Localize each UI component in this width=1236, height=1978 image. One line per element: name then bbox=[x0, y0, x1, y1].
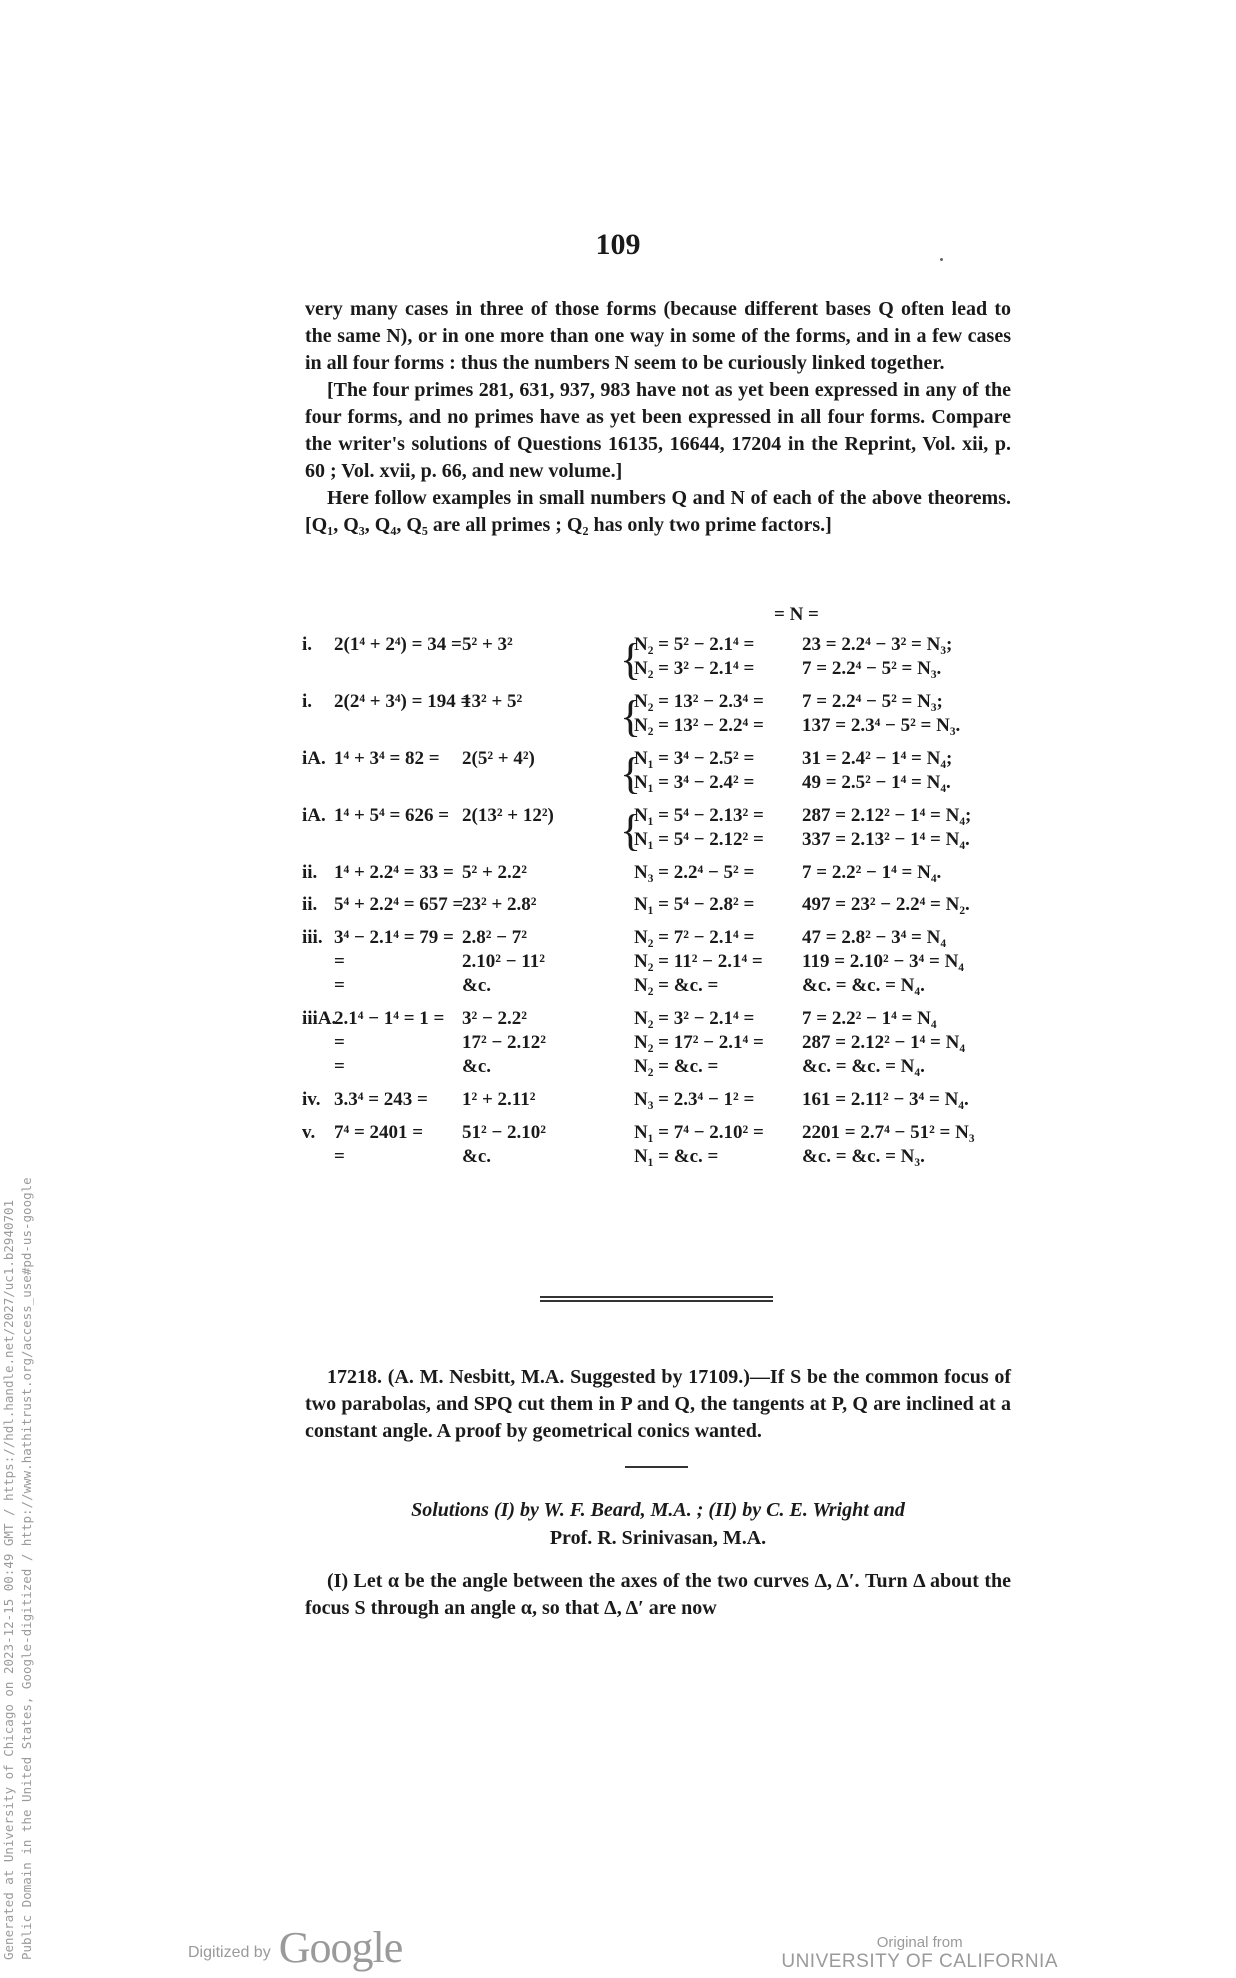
short-rule bbox=[625, 1466, 688, 1468]
row-middle: 23² + 2.8² bbox=[462, 894, 537, 915]
row-n-expr: N₁ = 3⁴ − 2.5² = bbox=[634, 748, 755, 769]
solution-paragraph bbox=[305, 1568, 1011, 1622]
row-n-expr: N₂ = 11² − 2.1⁴ = bbox=[634, 951, 763, 972]
row-right: 49 = 2.5² − 1⁴ = N₄. bbox=[802, 772, 951, 793]
row-middle: 13² + 5² bbox=[462, 691, 523, 712]
row-middle: 51² − 2.10² bbox=[462, 1122, 546, 1143]
row-left: 3⁴ − 2.1⁴ = 79 = bbox=[334, 927, 454, 948]
row-label: ii. bbox=[302, 862, 318, 883]
table-header-row bbox=[302, 604, 1022, 628]
table-row bbox=[302, 634, 1022, 658]
row-left: 3.3⁴ = 243 = bbox=[334, 1089, 428, 1110]
row-right: &c. = &c. = N₄. bbox=[802, 1056, 925, 1077]
row-label: iii. bbox=[302, 927, 323, 948]
table-row bbox=[302, 715, 1022, 739]
row-middle: 2(5² + 4²) bbox=[462, 748, 535, 769]
brace: { bbox=[620, 806, 642, 855]
table-row bbox=[302, 691, 1022, 715]
table-row bbox=[302, 894, 1022, 918]
google-logo: Google bbox=[278, 1923, 403, 1972]
row-right: 7 = 2.2⁴ − 5² = N₃; bbox=[802, 691, 943, 712]
row-left: 7⁴ = 2401 = bbox=[334, 1122, 424, 1143]
row-right: 31 = 2.4² − 1⁴ = N₄; bbox=[802, 748, 953, 769]
row-n-expr: N₂ = 13² − 2.2⁴ = bbox=[634, 715, 764, 736]
row-label: i. bbox=[302, 691, 313, 712]
row-left: 1⁴ + 3⁴ = 82 = bbox=[334, 748, 440, 769]
row-right: 7 = 2.2² − 1⁴ = N₄. bbox=[802, 862, 942, 883]
digitized-by-google bbox=[188, 1920, 402, 1970]
row-label: v. bbox=[302, 1122, 316, 1143]
speck bbox=[940, 258, 943, 261]
table-row bbox=[302, 1056, 1022, 1080]
para-3: Here follow examples in small numbers Q and N of each of the above theorems. [Q₁, Q₃, Q₄, Q₅ are all primes ; Q₂ has only two prime factors.] bbox=[305, 487, 1011, 536]
table-row bbox=[302, 927, 1022, 951]
row-label: iv. bbox=[302, 1089, 321, 1110]
row-left: 5⁴ + 2.2⁴ = 657 = bbox=[334, 894, 464, 915]
row-n-expr: N₁ = &c. = bbox=[634, 1146, 719, 1167]
digitized-by-label: Digitized by bbox=[188, 1944, 271, 1961]
table-header: = N = bbox=[774, 604, 819, 625]
row-left: = bbox=[334, 951, 345, 972]
row-label: iA. bbox=[302, 748, 326, 769]
row-middle: 2(13² + 12²) bbox=[462, 805, 554, 826]
paragraph-continuation bbox=[305, 296, 1011, 539]
row-middle: 17² − 2.12² bbox=[462, 1032, 546, 1053]
row-right: 7 = 2.2² − 1⁴ = N₄ bbox=[802, 1008, 937, 1029]
table-row bbox=[302, 1008, 1022, 1032]
page-number: 109 bbox=[595, 228, 641, 261]
question-17218 bbox=[305, 1364, 1011, 1445]
university-label: UNIVERSITY OF CALIFORNIA bbox=[781, 1951, 1058, 1972]
solutions-line-1: Solutions (I) by W. F. Beard, M.A. ; (II) by C. E. Wright and bbox=[411, 1499, 905, 1521]
row-n-expr: N₃ = 2.2⁴ − 5² = bbox=[634, 862, 755, 883]
row-left: = bbox=[334, 1146, 345, 1167]
row-right: 7 = 2.2⁴ − 5² = N₃. bbox=[802, 658, 942, 679]
table-row bbox=[302, 1032, 1022, 1056]
table-row bbox=[302, 862, 1022, 886]
row-left: 1⁴ + 5⁴ = 626 = bbox=[334, 805, 450, 826]
row-right: 23 = 2.2⁴ − 3² = N₃; bbox=[802, 634, 953, 655]
row-label: iA. bbox=[302, 805, 326, 826]
original-from-label: Original from bbox=[876, 1934, 963, 1951]
table-row bbox=[302, 1146, 1022, 1170]
table-row bbox=[302, 1089, 1022, 1113]
row-middle: 2.8² − 7² bbox=[462, 927, 527, 948]
row-middle: 2.10² − 11² bbox=[462, 951, 545, 972]
row-right: &c. = &c. = N₃. bbox=[802, 1146, 925, 1167]
watermark-line-2: Public Domain in the United States, Google-digitized / http://www.hathitrust.org/access_use#pd-us-google bbox=[19, 1177, 34, 1960]
table-row bbox=[302, 658, 1022, 682]
row-label: i. bbox=[302, 634, 313, 655]
row-label: ii. bbox=[302, 894, 318, 915]
table-row bbox=[302, 975, 1022, 999]
row-middle: &c. bbox=[462, 1146, 492, 1167]
row-n-expr: N₁ = 5⁴ − 2.13² = bbox=[634, 805, 764, 826]
table-row bbox=[302, 748, 1022, 772]
brace: { bbox=[620, 635, 642, 684]
row-left: 2.1⁴ − 1⁴ = 1 = bbox=[334, 1008, 445, 1029]
row-right: 161 = 2.11² − 3⁴ = N₄. bbox=[802, 1089, 969, 1110]
row-middle: &c. bbox=[462, 975, 492, 996]
row-n-expr: N₁ = 5⁴ − 2.12² = bbox=[634, 829, 764, 850]
section-divider bbox=[540, 1296, 773, 1302]
row-right: 497 = 23² − 2.2⁴ = N₂. bbox=[802, 894, 970, 915]
row-right: 337 = 2.13² − 1⁴ = N₄. bbox=[802, 829, 970, 850]
row-left: 1⁴ + 2.2⁴ = 33 = bbox=[334, 862, 454, 883]
brace: { bbox=[620, 692, 642, 741]
row-right: 287 = 2.12² − 1⁴ = N₄; bbox=[802, 805, 972, 826]
row-middle: 1² + 2.11² bbox=[462, 1089, 536, 1110]
table-row bbox=[302, 1122, 1022, 1146]
row-middle: 3² − 2.2² bbox=[462, 1008, 527, 1029]
row-right: 47 = 2.8² − 3⁴ = N₄ bbox=[802, 927, 947, 948]
table-row bbox=[302, 951, 1022, 975]
question-text: 17218. (A. M. Nesbitt, M.A. Suggested by 17109.)—If S be the common focus of two parabolas, and SPQ cut them in P and Q, the tangents at P, Q are inclined at a constant angle. A proof by geometrical conics wanted. bbox=[305, 1366, 1011, 1442]
solution-text: (I) Let α be the angle between the axes of the two curves Δ, Δ′. Turn Δ about the focus S through an angle α, so that Δ, Δ′ are now bbox=[305, 1570, 1011, 1619]
brace: { bbox=[620, 749, 642, 798]
para-2: [The four primes 281, 631, 937, 983 have not as yet been expressed in any of the four forms, and no primes have as yet been expressed in all four forms. Compare the writer's solutions of Questions 16135, 16644, 17204 in the Reprint, Vol. xii, p. 60 ; Vol. xvii, p. 66, and new volume.] bbox=[305, 379, 1011, 482]
watermark bbox=[0, 1177, 36, 1960]
solutions-line-2: Prof. R. Srinivasan, M.A. bbox=[549, 1527, 767, 1549]
row-left: = bbox=[334, 975, 345, 996]
row-right: 2201 = 2.7⁴ − 51² = N₃ bbox=[802, 1122, 975, 1143]
row-n-expr: N₂ = 3² − 2.1⁴ = bbox=[634, 658, 755, 679]
row-n-expr: N₂ = &c. = bbox=[634, 1056, 719, 1077]
row-label: iiiA. bbox=[302, 1008, 337, 1029]
row-n-expr: N₂ = 5² − 2.1⁴ = bbox=[634, 634, 755, 655]
original-from-block bbox=[781, 1934, 1058, 1973]
row-n-expr: N₂ = 13² − 2.3⁴ = bbox=[634, 691, 764, 712]
row-right: 137 = 2.3⁴ − 5² = N₃. bbox=[802, 715, 961, 736]
row-left: = bbox=[334, 1032, 345, 1053]
row-n-expr: N₂ = 17² − 2.1⁴ = bbox=[634, 1032, 764, 1053]
table-row bbox=[302, 829, 1022, 853]
solutions-heading bbox=[305, 1496, 1011, 1552]
row-n-expr: N₁ = 5⁴ − 2.8² = bbox=[634, 894, 755, 915]
row-middle: 5² + 2.2² bbox=[462, 862, 527, 883]
table-row bbox=[302, 805, 1022, 829]
para-1: very many cases in three of those forms (because different bases Q often lead to the same N), or in one more than one way in some of the forms, and in a few cases in all four forms : thus the numbers N seem to be curiously linked together. bbox=[305, 298, 1011, 374]
row-n-expr: N₂ = &c. = bbox=[634, 975, 719, 996]
row-n-expr: N₂ = 3² − 2.1⁴ = bbox=[634, 1008, 755, 1029]
row-n-expr: N₁ = 7⁴ − 2.10² = bbox=[634, 1122, 764, 1143]
watermark-line-1: Generated at University of Chicago on 2023-12-15 00:49 GMT / https://hdl.handle.net/2027/uc1.b2940701 bbox=[1, 1199, 16, 1960]
row-n-expr: N₂ = 7² − 2.1⁴ = bbox=[634, 927, 755, 948]
row-n-expr: N₁ = 3⁴ − 2.4² = bbox=[634, 772, 755, 793]
row-left: = bbox=[334, 1056, 345, 1077]
table-row bbox=[302, 772, 1022, 796]
row-right: &c. = &c. = N₄. bbox=[802, 975, 925, 996]
row-middle: &c. bbox=[462, 1056, 492, 1077]
row-n-expr: N₃ = 2.3⁴ − 1² = bbox=[634, 1089, 755, 1110]
row-left: 2(2⁴ + 3⁴) = 194 = bbox=[334, 691, 472, 712]
row-right: 287 = 2.12² − 1⁴ = N₄ bbox=[802, 1032, 966, 1053]
row-middle: 5² + 3² bbox=[462, 634, 513, 655]
row-left: 2(1⁴ + 2⁴) = 34 = bbox=[334, 634, 462, 655]
row-right: 119 = 2.10² − 3⁴ = N₄ bbox=[802, 951, 964, 972]
